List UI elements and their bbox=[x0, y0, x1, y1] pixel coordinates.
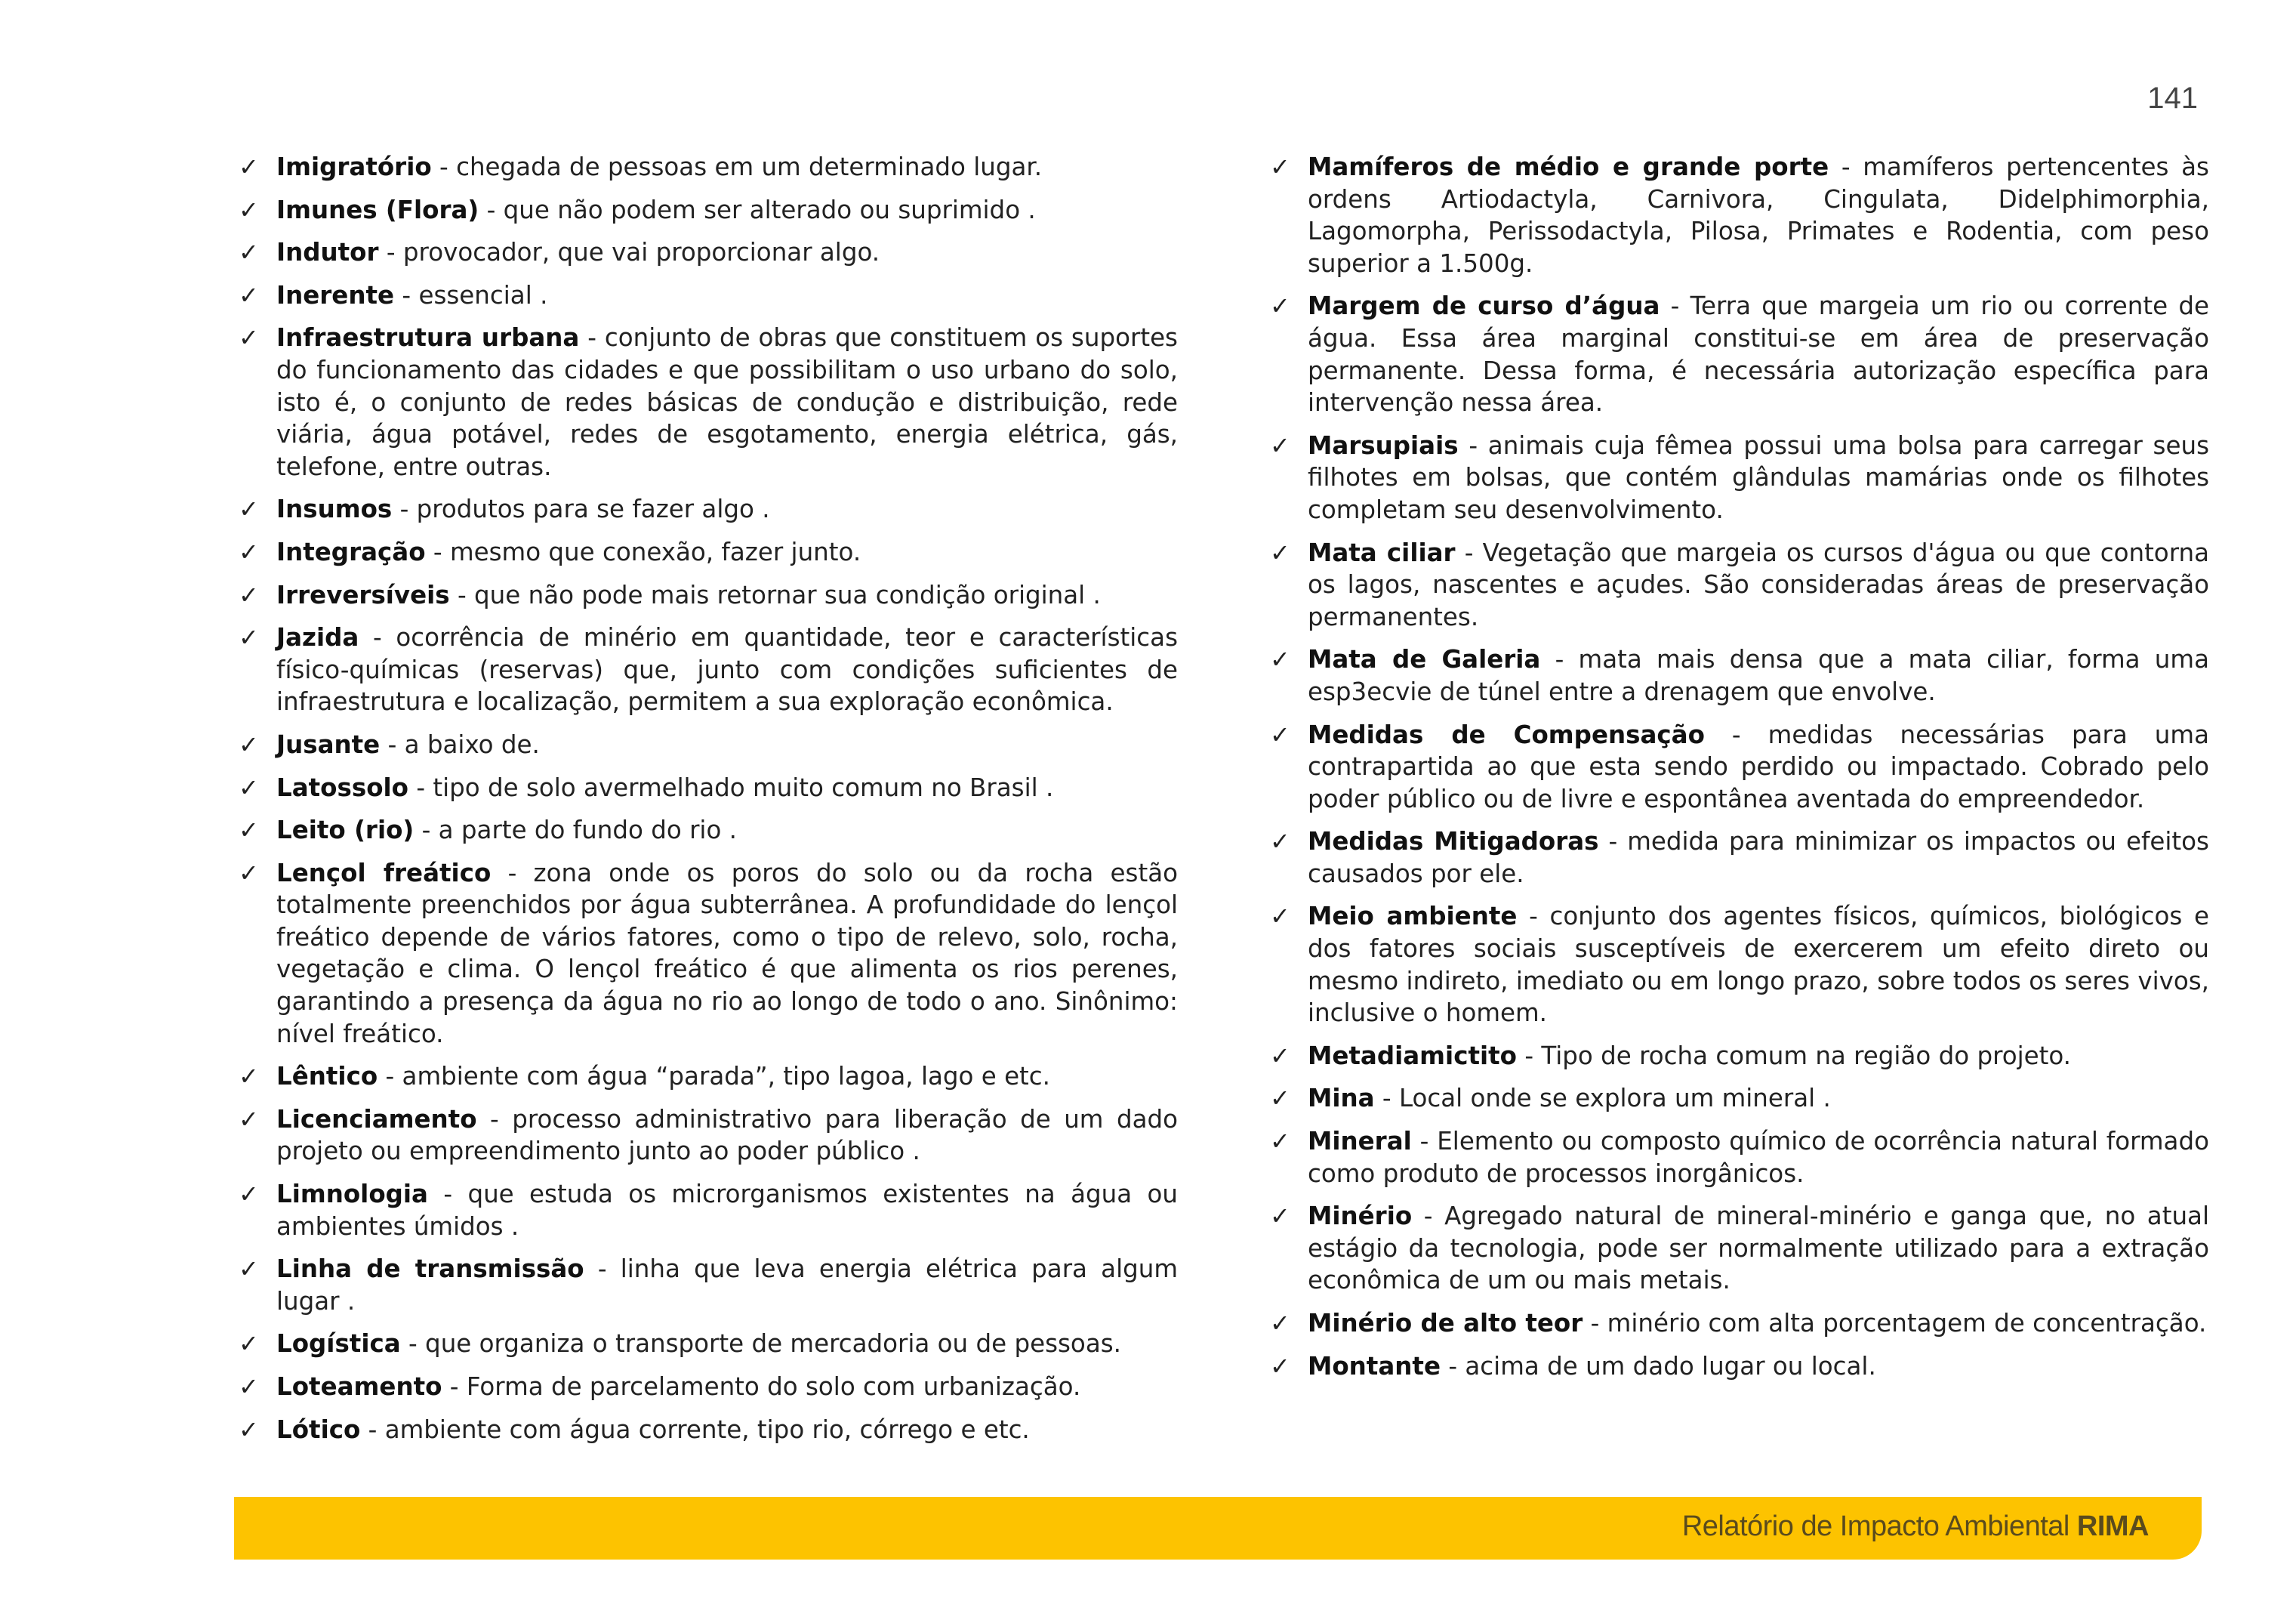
checkmark-icon: ✓ bbox=[1270, 827, 1290, 856]
glossary-definition: - Vegetação que margeia os cursos d'água ou que contorna os lagos, nascentes e açudes. São consideradas áreas de preservação permanentes. bbox=[1308, 538, 2209, 631]
glossary-entry bbox=[1270, 1125, 2209, 1189]
glossary-term: Logística bbox=[276, 1329, 401, 1359]
glossary-term: Integração bbox=[276, 537, 426, 566]
glossary-definition: - ambiente com água “parada”, tipo lagoa, lago e etc. bbox=[378, 1062, 1051, 1091]
glossary-entry bbox=[239, 1060, 1178, 1093]
glossary-left-column bbox=[239, 151, 1178, 1456]
checkmark-icon: ✓ bbox=[239, 195, 259, 224]
checkmark-icon: ✓ bbox=[239, 1372, 259, 1401]
glossary-entry bbox=[239, 236, 1178, 269]
checkmark-icon: ✓ bbox=[239, 238, 259, 267]
glossary-entry bbox=[1270, 825, 2209, 890]
checkmark-icon: ✓ bbox=[1270, 1351, 1290, 1381]
glossary-definition: - zona onde os poros do solo ou da rocha estão totalmente preenchidos por água subterrânea. A profundidade do lençol freático depende de vários fatores, como o tipo de relevo, solo, rocha, vegetação e clima. O lençol freático é que alimenta os rios perenes, garantindo a presença da água no rio ao longo de todo o ano. Sinônimo: nível freático. bbox=[276, 858, 1178, 1048]
glossary-term: Licenciamento bbox=[276, 1104, 477, 1134]
glossary-entry bbox=[239, 493, 1178, 526]
glossary-definition: - a parte do fundo do rio . bbox=[414, 816, 738, 845]
glossary-term: Indutor bbox=[276, 238, 379, 267]
glossary-definition: - Elemento ou composto químico de ocorrência natural formado como produto de processos inorgânicos. bbox=[1308, 1127, 2209, 1188]
glossary-term: Jazida bbox=[276, 623, 359, 653]
checkmark-icon: ✓ bbox=[239, 1415, 259, 1444]
glossary-entry bbox=[1270, 1307, 2209, 1340]
glossary-entry bbox=[239, 536, 1178, 569]
checkmark-icon: ✓ bbox=[239, 623, 259, 653]
checkmark-icon: ✓ bbox=[239, 537, 259, 566]
glossary-entry bbox=[239, 1103, 1178, 1168]
glossary-right-column bbox=[1270, 151, 2209, 1393]
glossary-term: Mina bbox=[1308, 1084, 1375, 1113]
glossary-entry bbox=[239, 579, 1178, 612]
glossary-term: Medidas Mitigadoras bbox=[1308, 827, 1599, 856]
glossary-entry bbox=[1270, 1040, 2209, 1072]
glossary-term: Lótico bbox=[276, 1415, 361, 1444]
checkmark-icon: ✓ bbox=[239, 495, 259, 524]
glossary-definition: - que não pode mais retornar sua condição original . bbox=[449, 580, 1101, 609]
glossary-term: Irreversíveis bbox=[276, 580, 450, 609]
checkmark-icon: ✓ bbox=[1270, 1084, 1290, 1113]
glossary-definition: - Terra que margeia um rio ou corrente de água. Essa área marginal constitui-se em área de preservação permanente. Dessa forma, é necessária autorização específica para intervenção nessa área. bbox=[1308, 292, 2209, 418]
glossary-entry bbox=[239, 729, 1178, 761]
footer-band bbox=[234, 1497, 2202, 1560]
glossary-entry bbox=[239, 772, 1178, 804]
glossary-definition: - chegada de pessoas em um determinado lugar. bbox=[431, 153, 1043, 181]
glossary-definition: - que estuda os microrganismos existentes na água ou ambientes úmidos . bbox=[276, 1180, 1178, 1241]
footer-report-title: Relatório de Impacto Ambiental bbox=[1681, 1510, 2069, 1542]
glossary-definition: - tipo de solo avermelhado muito comum no Brasil . bbox=[408, 773, 1054, 802]
glossary-entry bbox=[239, 322, 1178, 483]
glossary-definition: - que não podem ser alterado ou suprimido . bbox=[479, 195, 1036, 224]
glossary-entry bbox=[1270, 643, 2209, 708]
glossary-term: Linha de transmissão bbox=[276, 1254, 584, 1284]
glossary-definition: - essencial . bbox=[394, 280, 548, 310]
footer-title bbox=[1682, 1510, 2149, 1543]
checkmark-icon: ✓ bbox=[1270, 645, 1290, 674]
glossary-term: Infraestrutura urbana bbox=[276, 323, 580, 353]
checkmark-icon: ✓ bbox=[239, 816, 259, 845]
glossary-entry bbox=[239, 814, 1178, 847]
glossary-term: Mamíferos de médio e grande porte bbox=[1308, 153, 1829, 181]
checkmark-icon: ✓ bbox=[1270, 153, 1290, 181]
glossary-definition: - mamíferos pertencentes às ordens Artiodactyla, Carnivora, Cingulata, Didelphimorphia, Lagomorpha, Perissodactyla, Pilosa, Primates e Rodentia, com peso superior a 1.500g. bbox=[1308, 153, 2209, 278]
checkmark-icon: ✓ bbox=[1270, 902, 1290, 931]
glossary-entry bbox=[239, 857, 1178, 1051]
glossary-entry bbox=[1270, 290, 2209, 418]
glossary-entry bbox=[1270, 537, 2209, 634]
glossary-entry bbox=[239, 1328, 1178, 1360]
glossary-term: Minério de alto teor bbox=[1308, 1309, 1583, 1338]
page-number: 141 bbox=[2147, 82, 2198, 115]
glossary-term: Insumos bbox=[276, 495, 393, 524]
glossary-term: Montante bbox=[1308, 1351, 1441, 1381]
glossary-entry bbox=[239, 279, 1178, 312]
glossary-entry bbox=[1270, 1350, 2209, 1383]
glossary-definition: - mesmo que conexão, fazer junto. bbox=[425, 537, 861, 566]
checkmark-icon: ✓ bbox=[1270, 292, 1290, 321]
glossary-entry bbox=[239, 1253, 1178, 1317]
checkmark-icon: ✓ bbox=[1270, 1127, 1290, 1156]
glossary-entry bbox=[239, 151, 1178, 184]
checkmark-icon: ✓ bbox=[239, 1254, 259, 1284]
checkmark-icon: ✓ bbox=[239, 580, 259, 609]
glossary-entry bbox=[239, 1371, 1178, 1403]
glossary-definition: - produtos para se fazer algo . bbox=[392, 495, 770, 524]
glossary-definition: - medida para minimizar os impactos ou efeitos causados por ele. bbox=[1308, 827, 2209, 888]
glossary-entry bbox=[1270, 1200, 2209, 1297]
glossary-entry bbox=[1270, 430, 2209, 526]
glossary-definition: - ambiente com água corrente, tipo rio, córrego e etc. bbox=[360, 1415, 1030, 1444]
checkmark-icon: ✓ bbox=[1270, 430, 1290, 460]
glossary-definition: - a baixo de. bbox=[380, 730, 540, 759]
glossary-definition: - medidas necessárias para uma contrapartida ao que esta sendo perdido ou impactado. Cobrado pelo poder público ou de livre e espontânea aventada do empreendedor. bbox=[1308, 720, 2209, 813]
checkmark-icon: ✓ bbox=[239, 1180, 259, 1209]
checkmark-icon: ✓ bbox=[239, 858, 259, 887]
glossary-definition: - ocorrência de minério em quantidade, teor e características físico-químicas (reservas) que, junto com condições suficientes de infraestrutura e localização, permitem a sua exploração econômica. bbox=[276, 623, 1178, 717]
glossary-term: Mata ciliar bbox=[1308, 538, 1456, 567]
checkmark-icon: ✓ bbox=[239, 1104, 259, 1134]
footer-brand: RIMA bbox=[2076, 1510, 2149, 1542]
glossary-definition: - minério com alta porcentagem de concentração. bbox=[1583, 1309, 2207, 1338]
checkmark-icon: ✓ bbox=[1270, 1202, 1290, 1231]
glossary-term: Limnologia bbox=[276, 1180, 428, 1209]
glossary-definition: - provocador, que vai proporcionar algo. bbox=[378, 238, 880, 267]
checkmark-icon: ✓ bbox=[1270, 720, 1290, 749]
glossary-entry bbox=[239, 1414, 1178, 1446]
glossary-entry bbox=[1270, 900, 2209, 1029]
glossary-term: Meio ambiente bbox=[1308, 902, 1518, 931]
glossary-definition: - Agregado natural de mineral-minério e ganga que, no atual estágio da tecnologia, pode ser normalmente utilizado para a extração econômica de um ou mais metais. bbox=[1308, 1202, 2209, 1295]
glossary-term: Leito (rio) bbox=[276, 816, 415, 845]
glossary-entry bbox=[239, 1178, 1178, 1242]
checkmark-icon: ✓ bbox=[239, 153, 259, 181]
glossary-entry bbox=[239, 194, 1178, 227]
glossary-definition: - conjunto dos agentes físicos, químicos, biológicos e dos fatores sociais susceptíveis de exercerem um efeito direto ou mesmo indireto, imediato ou em longo prazo, sobre todos os seres vivos, inclusive o homem. bbox=[1308, 902, 2210, 1028]
checkmark-icon: ✓ bbox=[239, 773, 259, 802]
checkmark-icon: ✓ bbox=[239, 323, 259, 353]
glossary-definition: - processo administrativo para liberação de um dado projeto ou empreendimento junto ao poder público . bbox=[276, 1104, 1178, 1166]
checkmark-icon: ✓ bbox=[1270, 1309, 1290, 1338]
glossary-definition: - animais cuja fêmea possui uma bolsa para carregar seus filhotes em bolsas, que contém glândulas mamárias onde os filhotes completam seu desenvolvimento. bbox=[1308, 430, 2209, 524]
glossary-term: Inerente bbox=[276, 280, 395, 310]
glossary-term: Margem de curso d’água bbox=[1308, 292, 1660, 321]
glossary-term: Imunes (Flora) bbox=[276, 195, 479, 224]
glossary-term: Lêntico bbox=[276, 1062, 378, 1091]
glossary-entry bbox=[1270, 151, 2209, 279]
glossary-definition: - Tipo de rocha comum na região do projeto. bbox=[1517, 1041, 2072, 1070]
glossary-term: Mata de Galeria bbox=[1308, 645, 1541, 674]
checkmark-icon: ✓ bbox=[239, 1329, 259, 1359]
glossary-entry bbox=[1270, 719, 2209, 816]
glossary-entry bbox=[1270, 1082, 2209, 1115]
glossary-definition: - mata mais densa que a mata ciliar, forma uma esp3ecvie de túnel entre a drenagem que envolve. bbox=[1308, 645, 2209, 706]
glossary-term: Medidas de Compensação bbox=[1308, 720, 1705, 749]
glossary-definition: - Forma de parcelamento do solo com urbanização. bbox=[442, 1372, 1081, 1401]
glossary-definition: - acima de um dado lugar ou local. bbox=[1441, 1351, 1876, 1381]
checkmark-icon: ✓ bbox=[239, 1062, 259, 1091]
glossary-term: Jusante bbox=[276, 730, 381, 759]
glossary-term: Minério bbox=[1308, 1202, 1413, 1231]
checkmark-icon: ✓ bbox=[1270, 538, 1290, 567]
glossary-definition: - que organiza o transporte de mercadoria ou de pessoas. bbox=[400, 1329, 1121, 1359]
checkmark-icon: ✓ bbox=[239, 280, 259, 310]
glossary-entry bbox=[239, 622, 1178, 718]
glossary-term: Lençol freático bbox=[276, 858, 492, 887]
glossary-term: Loteamento bbox=[276, 1372, 442, 1401]
glossary-term: Metadiamictito bbox=[1308, 1041, 1517, 1070]
glossary-term: Mineral bbox=[1308, 1127, 1412, 1156]
checkmark-icon: ✓ bbox=[239, 730, 259, 759]
checkmark-icon: ✓ bbox=[1270, 1041, 1290, 1070]
glossary-definition: - conjunto de obras que constituem os suportes do funcionamento das cidades e que possibilitam o uso urbano do solo, isto é, o conjunto de redes básicas de condução e distribuição, rede viária, água potável, redes de esgotamento, energia elétrica, gás, telefone, entre outras. bbox=[276, 323, 1178, 481]
glossary-term: Marsupiais bbox=[1308, 430, 1459, 460]
glossary-term: Latossolo bbox=[276, 773, 408, 802]
glossary-definition: - linha que leva energia elétrica para algum lugar . bbox=[276, 1254, 1178, 1316]
glossary-definition: - Local onde se explora um mineral . bbox=[1374, 1084, 1831, 1113]
glossary-term: Imigratório bbox=[276, 153, 432, 181]
